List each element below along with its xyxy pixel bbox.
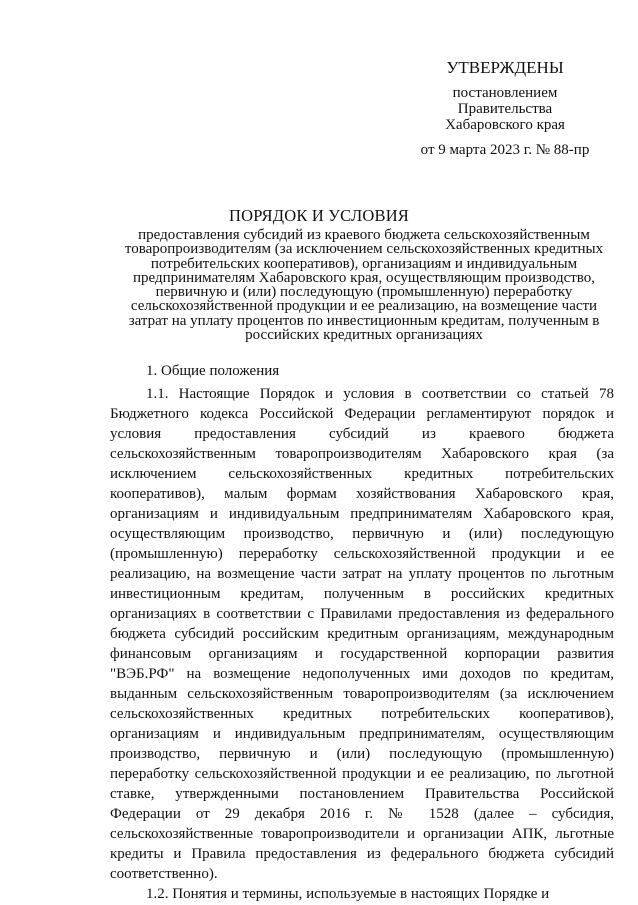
- approval-line-1: постановлением: [452, 85, 558, 101]
- paragraph-1-1: 1.1. Настоящие Порядок и условия в соответствии со статьей 78 Бюджетного кодекса Российской Федерации регламентируют порядок и условия предоставления субсидий из краевого бюджета сельскохозяйственным товаропроизводителям Хабаровского края (за исключением сельскохозяйственных кредитных потребительских кооперативов), малым формам хозяйствования Хабаровского края, организациям и индивидуальным предпринимателям Хабаровского края, осуществляющим производство, первичную и (или) последующую (промышленную) переработку сельскохозяйственной продукции и ее реализацию, на возмещение части затрат на уплату процентов по льготным инвестиционным кредитам, полученным в российских кредитных организациях в соответствии с Правилами предоставления из федерального бюджета субсидий российским кредитным организациям, международным финансовым организациям и государственной корпорации развития "ВЭБ.РФ" на возмещение недополученных ими доходов по кредитам, выданным сельскохозяйственным товаропроизводителям (за исключением сельскохозяйственных кредитных потребительских кооперативов), организациям и индивидуальным предпринимателям, осуществляющим производство, первичную и (или) последующую (промышленную) переработку сельскохозяйственной продукции и ее реализацию, по льготной ставке, утвержденными постановлением Правительства Российской Федерации от 29 декабря 2016 г. № 1528 (далее – субсидия, сельскохозяйственные товаропроизводители и организации АПК, льготные кредиты и Правила предоставления из федерального бюджета субсидий соответственно).: [110, 386, 614, 882]
- paragraph-1-2: 1.2. Понятия и термины, используемые в настоящих Порядке и: [146, 886, 550, 902]
- body-text: [110, 384, 614, 904]
- approval-date: от 9 марта 2023 г. № 88-пр: [420, 142, 590, 158]
- approval-line-2: Правительства: [457, 101, 553, 117]
- approval-block: [410, 58, 600, 158]
- section-heading: 1. Общие положения: [146, 363, 280, 379]
- approval-line-3: Хабаровского края: [445, 117, 565, 133]
- document-title: ПОРЯДОК И УСЛОВИЯ: [228, 206, 410, 225]
- approval-heading: УТВЕРЖДЕНЫ: [446, 58, 564, 77]
- document-subtitle: предоставления субсидий из краевого бюджета сельскохозяйственным товаропроизводителям (за исключением сельскохозяйственных кредитных потребительских кооперативов), организациям и индивидуальным предпринимателям Хабаровского края, осуществляющим производство, первичную и (или) последующую (промышленную) переработку сельскохозяйственной продукции и ее реализацию, на возмещение части затрат на уплату процентов по инвестиционным кредитам, полученным в российских кредитных организациях: [124, 227, 604, 344]
